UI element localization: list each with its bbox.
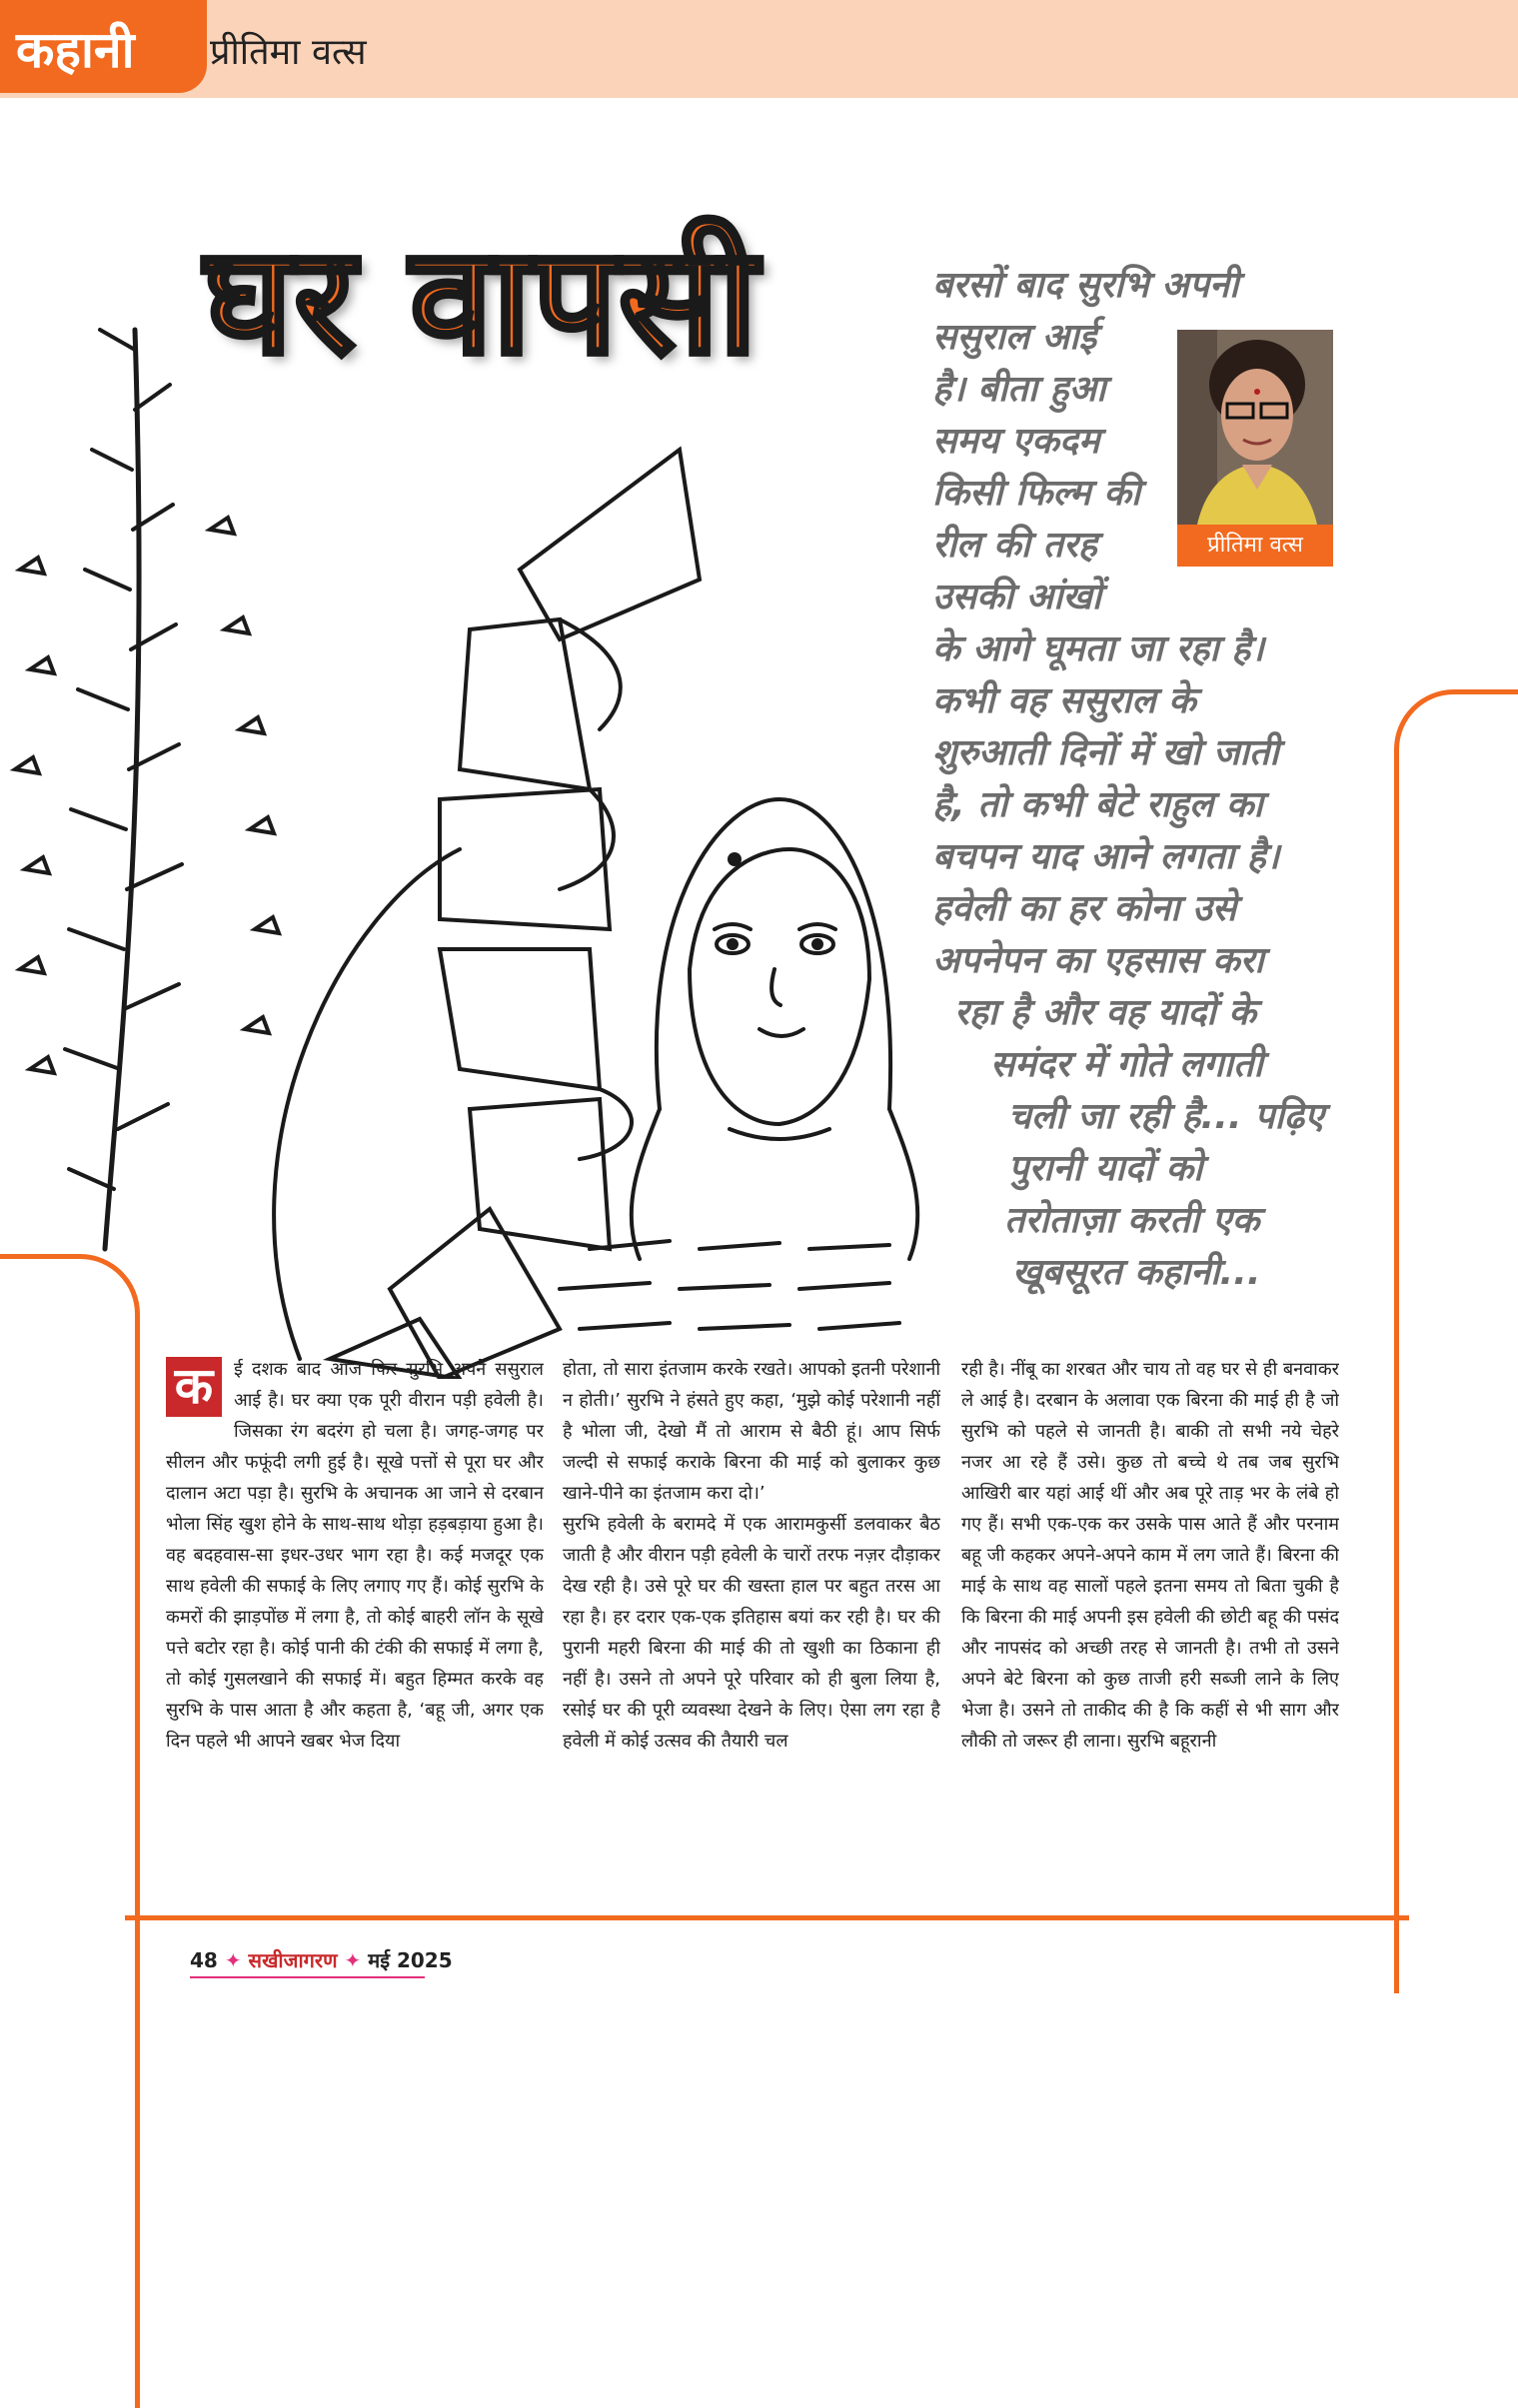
body-paragraph: ई दशक बाद आज फिर सुरभि अपने ससुराल आई है। घर क्या एक पूरी वीरान पड़ी हवेली है। जिसका रंग बदरंग हो चला है। जगह-जगह पर सीलन और फफूंदी लगी हुई है। सूखे पत्तों से पूरा घर और दालान अटा पड़ा है। सुरभि के अचानक आ जाने से दरबान भोला सिंह खुश होने के साथ-साथ थोड़ा हड़बड़ाया हुआ है। वह बदहवास-सा इधर-उधर भाग रहा है। कई मजदूर एक साथ हवेली की सफाई के लिए लगाए गए हैं। कोई सुरभि के कमरों की झाड़पोंछ में लगा है, तो कोई बाहरी लॉन के सूखे पत्ते बटोर रहा है। कोई पानी की टंकी की सफाई में लगा है, तो कोई गुसलखाने की सफाई में। बहुत हिम्मत करके वह सुरभि के पास आता है और कहता है, ‘बहू जी, अगर एक दिन पहले भी आपने खबर भेज दिया: [166, 1359, 544, 1752]
intro-line: है, तो कभी बेटे राहुल का: [932, 784, 1263, 825]
page-footer: [190, 1946, 453, 1973]
body-column-2: [563, 1354, 940, 1913]
intro-line: रील की तरह: [932, 525, 1097, 566]
decorative-border-bottom: [125, 1915, 1409, 1920]
category-label: कहानी: [16, 21, 135, 79]
intro-line: शुरुआती दिनों में खो जाती: [932, 732, 1279, 773]
intro-line: के आगे घूमता जा रहा है।: [932, 628, 1264, 669]
decorative-border-right: [1394, 689, 1518, 1993]
magazine-name: सखीजागरण: [248, 1948, 338, 1972]
intro-line: कभी वह ससुराल के: [932, 680, 1196, 721]
star-icon: ✦: [344, 1948, 362, 1972]
author-photo: [1177, 330, 1333, 525]
body-column-1: [166, 1354, 544, 1913]
intro-line: बरसों बाद सुरभि अपनी: [932, 265, 1239, 306]
intro-line: खूबसूरत कहानी...: [1012, 1252, 1261, 1293]
header-author: प्रीतिमा वत्स: [210, 32, 367, 73]
intro-line: चली जा रही है... पढ़िए: [1008, 1096, 1325, 1137]
star-icon: ✦: [224, 1948, 242, 1972]
body-paragraph: सुरभि हवेली के बरामदे में एक आरामकुर्सी डलवाकर बैठ जाती है और वीरान पड़ी हवेली के चारों तरफ नज़र दौड़ाकर देख रही है। उसे पूरे घर की खस्ता हाल पर बहुत तरस आ रहा है। हर दरार एक-एक इतिहास बयां कर रही है। घर की पुरानी महरी बिरना की माई की तो खुशी का ठिकाना ही नहीं है। उसने तो अपने पूरे परिवार को ही बुला लिया है, रसोई घर की पूरी व्यवस्था देखने के लिए। ऐसा लग रहा है हवेली में कोई उत्सव की तैयारी चल: [563, 1514, 940, 1752]
issue-date: मई 2025: [368, 1948, 453, 1972]
intro-line: समंदर में गोते लगाती: [990, 1044, 1263, 1085]
body-paragraph: रही है। नींबू का शरबत और चाय तो वह घर से ही बनवाकर ले आई है। दरबान के अलावा एक बिरना की माई ही है जो सुरभि को पहले से जानती है। बाकी तो सभी नये चेहरे नजर आ रहे हैं उसे। कुछ तो बच्चे थे तब जब सुरभि आखिरी बार यहां आई थीं और अब पूरे ताड़ भर के लंबे हो गए हैं। सभी एक-एक कर उसके पास आते हैं और परनाम बहू जी कहकर अपने-अपने काम में लग जाते हैं। बिरना की माई के साथ वह सालों पहले इतना समय तो बिता चुकी है कि बिरना की माई अपनी इस हवेली की छोटी बहू की पसंद और नापसंद को अच्छी तरह से जानती है। तभी तो उसने अपने बेटे बिरना को कुछ ताजी हरी सब्जी लाने के लिए भेजा है। उसने तो ताकीद की है कि कहीं से भी साग और लौकी तो जरूर ही लाना। सुरभि बहूरानी: [961, 1359, 1339, 1752]
decorative-border-left: [0, 1254, 140, 2408]
story-title: घर वापसी: [205, 215, 759, 387]
intro-line: उसकी आंखों: [932, 577, 1102, 617]
dropcap: क: [166, 1357, 222, 1417]
body-paragraph: होता, तो सारा इंतजाम करके रखते। आपको इतनी परेशानी न होती।’ सुरभि ने हंसते हुए कहा, ‘मुझे कोई परेशानी नहीं है भोला जी, देखो मैं तो आराम से बैठी हूं। आप सिर्फ जल्दी से सफाई कराके बिरना की माई को बुलाकर कुछ खाने-पीने का इंतजाम करा दो।’: [563, 1359, 940, 1504]
intro-line: समय एकदम: [932, 421, 1100, 462]
intro-line: है। बीता हुआ: [932, 369, 1106, 410]
intro-line: अपनेपन का एहसास करा: [932, 940, 1264, 981]
footer-underline: [190, 1976, 425, 1978]
page-number: 48: [190, 1948, 218, 1972]
portrait-caption: प्रीतिमा वत्स: [1177, 525, 1333, 567]
intro-line: रहा है और वह यादों के: [954, 992, 1256, 1033]
category-tab: [0, 0, 207, 93]
body-column-3: [961, 1354, 1339, 1913]
intro-line: हवेली का हर कोना उसे: [932, 888, 1237, 929]
intro-line: तरोताज़ा करती एक: [1004, 1200, 1260, 1241]
intro-line: किसी फिल्म की: [932, 473, 1141, 514]
intro-line: पुरानी यादों को: [1008, 1148, 1203, 1189]
intro-line: बचपन याद आने लगता है।: [932, 836, 1280, 877]
intro-line: ससुराल आई: [932, 317, 1097, 358]
